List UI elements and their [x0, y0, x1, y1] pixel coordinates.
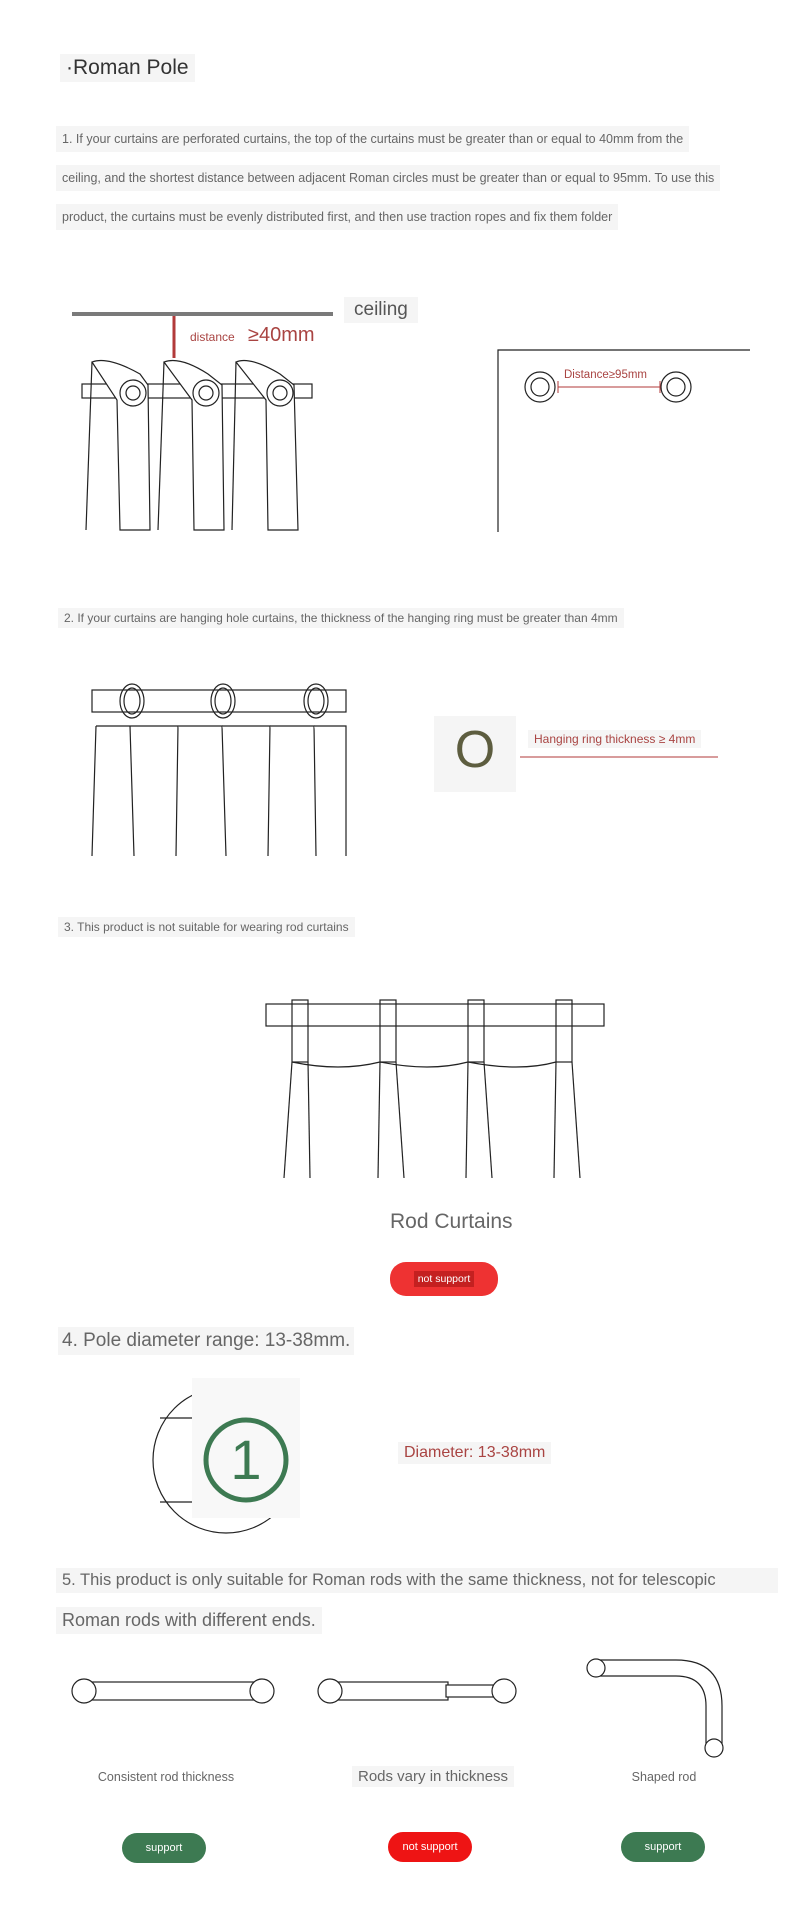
ceiling-label: ceiling: [344, 297, 418, 323]
section5-line2: Roman rods with different ends.: [56, 1607, 322, 1634]
section3-text: 3. This product is not suitable for wearing rod curtains: [58, 917, 355, 937]
consistent-rod-caption: Consistent rod thickness: [97, 1770, 235, 1784]
consistent-rod-icon: [72, 1679, 274, 1703]
ring-thickness-label: Hanging ring thickness ≥ 4mm: [528, 730, 701, 748]
distance-value: ≥40mm: [248, 324, 315, 346]
ring-thickness-icon: O: [454, 721, 496, 779]
section2-text: 2. If your curtains are hanging hole curtains, the thickness of the hanging ring must be greater than 4mm: [58, 608, 624, 628]
section1-line1: 1. If your curtains are perforated curtains, the top of the curtains must be greater than or equal to 40mm from the: [56, 126, 689, 152]
shaped-rod-caption: Shaped rod: [631, 1770, 697, 1784]
section1-line3: product, the curtains must be evenly distributed first, and then use traction ropes and fix them folder: [56, 204, 618, 230]
diameter-number-icon: 1: [230, 1428, 262, 1491]
page-title: ·Roman Pole: [60, 54, 195, 82]
consistent-rod-support-badge: support: [122, 1833, 206, 1863]
section5-line1: 5. This product is only suitable for Roman rods with the same thickness, not for telescopic: [56, 1568, 778, 1593]
spacing-label: Distance≥95mm: [564, 369, 648, 381]
section1-line2: ceiling, and the shortest distance between adjacent Roman circles must be greater than or equal to 95mm. To use this: [56, 165, 720, 191]
shaped-rod-icon: [587, 1659, 723, 1757]
section4-text: 4. Pole diameter range: 13-38mm.: [58, 1327, 354, 1355]
distance-label: distance: [190, 330, 235, 344]
badge-text: not support: [414, 1271, 475, 1287]
rod-curtains-caption: Rod Curtains: [390, 1210, 513, 1233]
shaped-rod-support-badge: support: [621, 1832, 705, 1862]
varied-rod-caption: Rods vary in thickness: [352, 1766, 514, 1787]
diameter-label: Diameter: 13-38mm: [398, 1442, 551, 1464]
varied-rod-not-support-badge: not support: [388, 1832, 472, 1862]
varied-rod-icon: [318, 1679, 516, 1703]
